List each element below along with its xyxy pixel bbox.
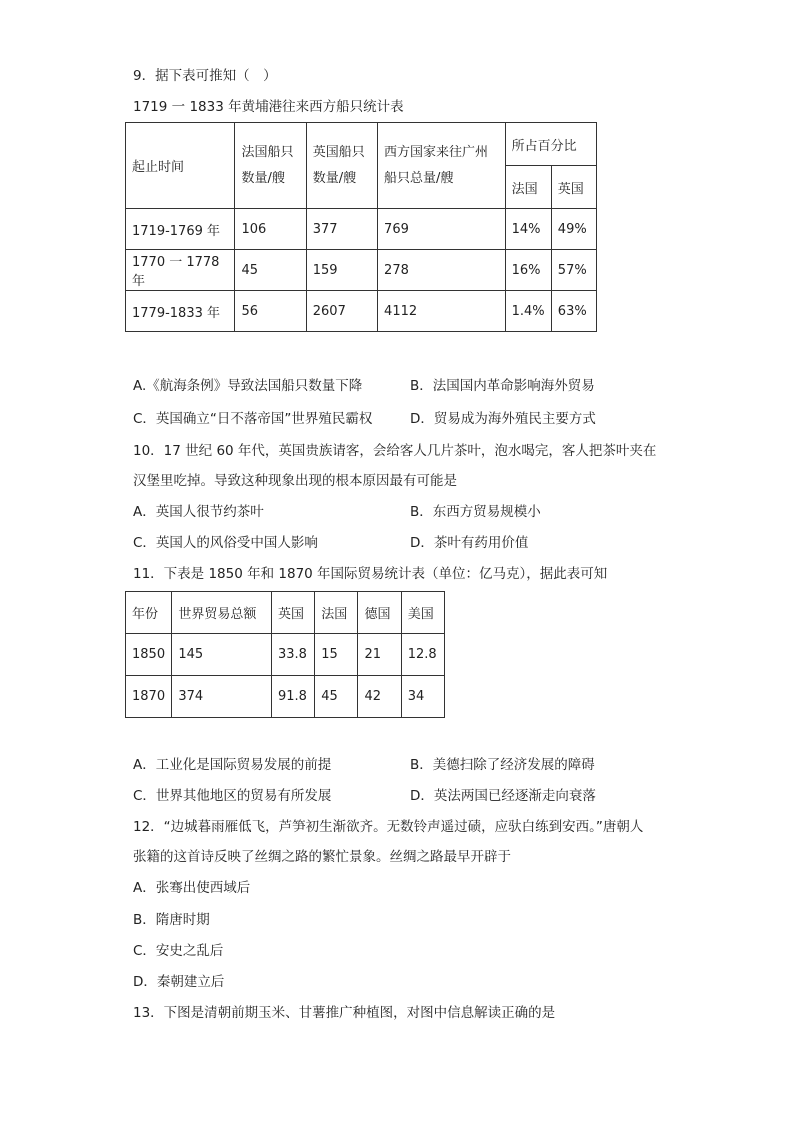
table-row — [126, 209, 597, 250]
cell: 33.8 — [271, 634, 314, 676]
header-total-ships: 西方国家来往广州 船只总量/艘 — [378, 123, 506, 209]
q11-option-c[interactable]: C．世界其他地区的贸易有所发展 — [133, 788, 332, 804]
q12-stem-line2: 张籍的这首诗反映了丝绸之路的繁忙景象。丝绸之路最早开辟于 — [133, 849, 511, 865]
cell: 49% — [551, 209, 596, 250]
cell: 21 — [358, 634, 401, 676]
header-uk-ships: 英国船只 数量/艘 — [306, 123, 377, 209]
cell: 16% — [505, 250, 551, 291]
table-row — [126, 291, 597, 332]
q11-option-a[interactable]: A．工业化是国际贸易发展的前提 — [133, 757, 332, 773]
cell: 2607 — [306, 291, 377, 332]
q9-stem: 9．据下表可推知（ ） — [133, 68, 277, 84]
q9-option-a[interactable]: A.《航海条例》导致法国船只数量下降 — [133, 378, 363, 394]
cell: 91.8 — [271, 676, 314, 718]
table-header-row — [126, 592, 445, 634]
q12-stem-line1: 12．“边城暮雨雁低飞，芦笋初生渐欲齐。无数铃声遥过碛，应驮白练到安西。”唐朝人 — [133, 819, 644, 835]
q12-option-a[interactable]: A．张骞出使西域后 — [133, 880, 251, 896]
cell: 15 — [315, 634, 358, 676]
cell: 56 — [235, 291, 306, 332]
cell: 12.8 — [401, 634, 444, 676]
cell: 4112 — [378, 291, 506, 332]
header-cell: 英国 — [271, 592, 314, 634]
q9-option-c[interactable]: C．英国确立“日不落帝国”世界殖民霸权 — [133, 411, 373, 427]
header-cell: 美国 — [401, 592, 444, 634]
header-pct-uk: 英国 — [551, 166, 596, 209]
cell: 1719-1769 年 — [126, 209, 235, 250]
cell: 1870 — [126, 676, 172, 718]
q9-table — [125, 122, 597, 332]
q10-option-b[interactable]: B．东西方贸易规模小 — [410, 504, 541, 520]
cell: 45 — [315, 676, 358, 718]
cell: 34 — [401, 676, 444, 718]
cell: 1779-1833 年 — [126, 291, 235, 332]
header-cell: 德国 — [358, 592, 401, 634]
cell: 159 — [306, 250, 377, 291]
cell: 769 — [378, 209, 506, 250]
cell: 45 — [235, 250, 306, 291]
header-cell: 年份 — [126, 592, 172, 634]
cell: 1850 — [126, 634, 172, 676]
cell: 106 — [235, 209, 306, 250]
cell: 377 — [306, 209, 377, 250]
header-pct-france: 法国 — [505, 166, 551, 209]
q11-table — [125, 591, 445, 718]
q13-stem: 13．下图是清朝前期玉米、甘薯推广种植图，对图中信息解读正确的是 — [133, 1005, 556, 1021]
q9-table-title: 1719 一 1833 年黄埔港往来西方船只统计表 — [133, 99, 404, 115]
q10-option-c[interactable]: C．英国人的风俗受中国人影响 — [133, 535, 318, 551]
table-row — [126, 676, 445, 718]
header-france-ships: 法国船只 数量/艘 — [235, 123, 306, 209]
cell: 1.4% — [505, 291, 551, 332]
header-cell: 世界贸易总额 — [172, 592, 272, 634]
cell: 278 — [378, 250, 506, 291]
cell: 57% — [551, 250, 596, 291]
cell: 145 — [172, 634, 272, 676]
table-row — [126, 634, 445, 676]
q11-option-b[interactable]: B．美德扫除了经济发展的障碍 — [410, 757, 595, 773]
q9-option-d[interactable]: D．贸易成为海外殖民主要方式 — [410, 411, 596, 427]
q10-stem-line1: 10．17 世纪 60 年代，英国贵族请客，会给客人几片茶叶，泡水喝完，客人把茶叶夹在 — [133, 443, 657, 459]
cell: 42 — [358, 676, 401, 718]
header-period: 起止时间 — [126, 123, 235, 209]
q10-option-d[interactable]: D．茶叶有药用价值 — [410, 535, 529, 551]
cell: 1770 一 1778 年 — [126, 250, 235, 291]
header-percentage: 所占百分比 — [505, 123, 596, 166]
cell: 63% — [551, 291, 596, 332]
cell: 14% — [505, 209, 551, 250]
q10-option-a[interactable]: A．英国人很节约茶叶 — [133, 504, 264, 520]
q11-option-d[interactable]: D．英法两国已经逐渐走向衰落 — [410, 788, 596, 804]
table-row — [126, 250, 597, 291]
q9-option-b[interactable]: B．法国国内革命影响海外贸易 — [410, 378, 595, 394]
q12-option-c[interactable]: C．安史之乱后 — [133, 943, 224, 959]
header-cell: 法国 — [315, 592, 358, 634]
q12-option-b[interactable]: B．隋唐时期 — [133, 912, 210, 928]
cell: 374 — [172, 676, 272, 718]
q11-stem: 11．下表是 1850 年和 1870 年国际贸易统计表（单位：亿马克），据此表可知 — [133, 566, 608, 582]
q10-stem-line2: 汉堡里吃掉。导致这种现象出现的根本原因最有可能是 — [133, 473, 457, 489]
q12-option-d[interactable]: D．秦朝建立后 — [133, 974, 225, 990]
